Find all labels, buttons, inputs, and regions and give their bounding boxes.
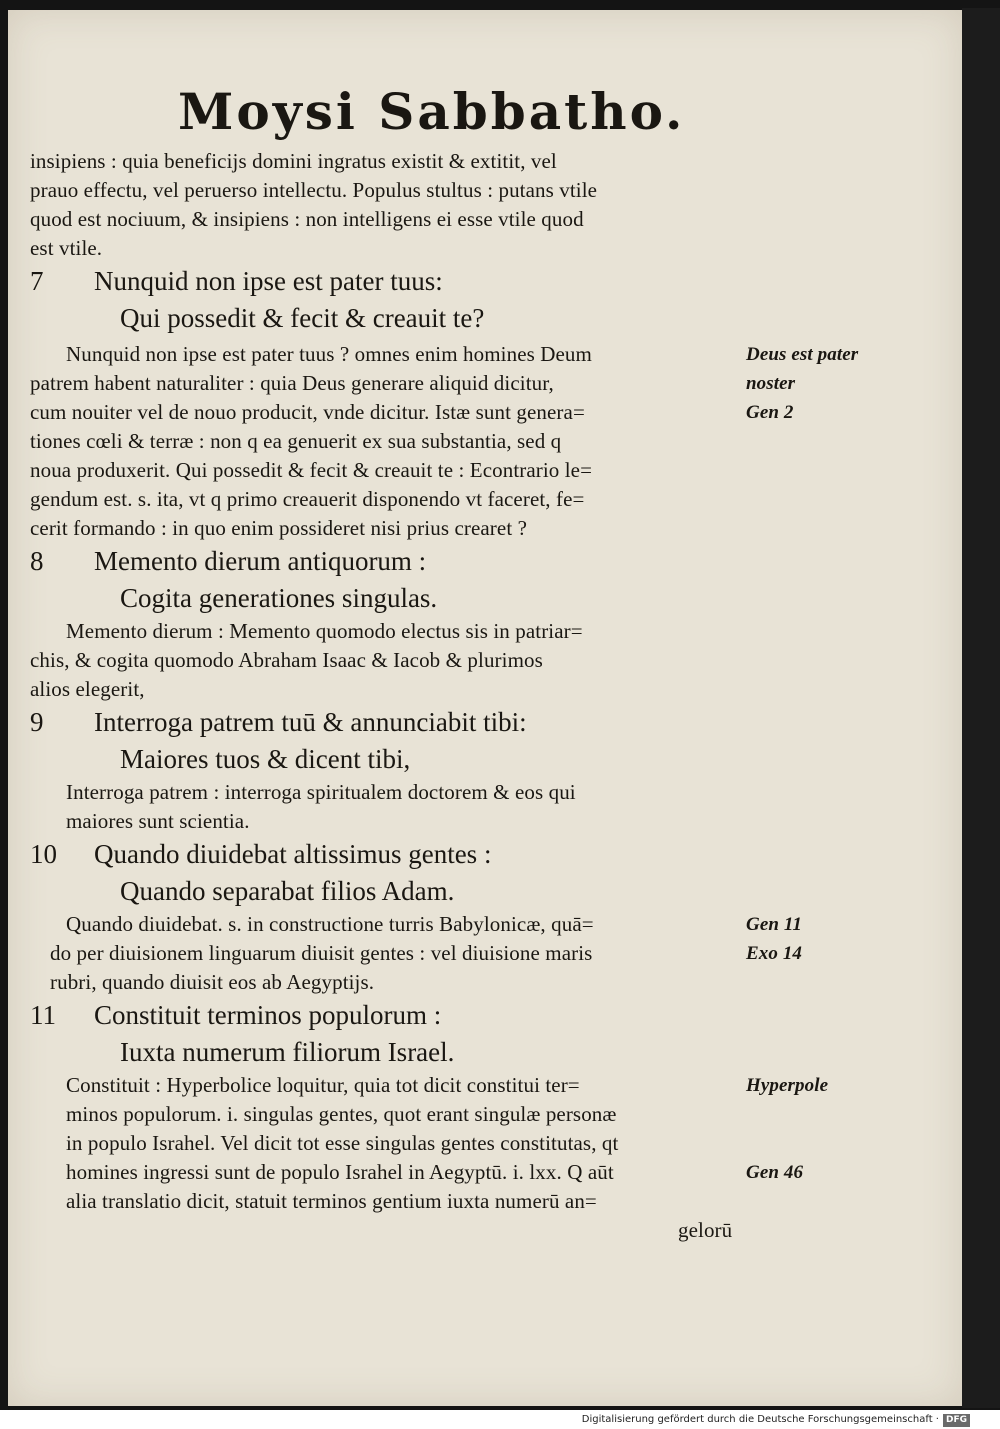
verse-number: 11 (30, 1000, 56, 1030)
commentary-line: quod est nociuum, & insipiens : non intelligens ei esse vtile quod (30, 207, 584, 231)
verse-line: Maiores tuos & dicent tibi, (120, 744, 411, 774)
verse-number: 9 (30, 707, 44, 737)
verse-text: Quando diuidebat altissimus gentes : (94, 839, 492, 869)
commentary-line: est vtile. (30, 236, 103, 260)
digitization-footer (0, 1410, 970, 1429)
commentary-line (30, 910, 803, 939)
dfg-logo: DFG (943, 1414, 970, 1427)
commentary-line: Memento dierum : Memento quomodo electus sis in patriar= (66, 619, 583, 643)
commentary-line: gelorū (678, 1218, 733, 1242)
verse-number: 7 (30, 266, 44, 296)
commentary-line: alia translatio dicit, statuit terminos gentium iuxta numerū an= (66, 1189, 597, 1213)
margin-note: Hyperpole (746, 1075, 829, 1096)
commentary-line: noua produxerit. Qui possedit & fecit & creauit te : Econtrario le= (30, 458, 593, 482)
commentary-line: insipiens : quia beneficijs domini ingratus existit & extitit, vel (30, 149, 557, 173)
margin-note: Exo 14 (746, 943, 803, 964)
margin-note: Gen 46 (746, 1162, 804, 1183)
verse-text: Interroga patrem tuū & annunciabit tibi: (94, 707, 527, 737)
commentary-text: homines ingressi sunt de populo Israhel in Aegyptū. i. lxx. Q aūt (66, 1160, 614, 1184)
commentary-text: Quando diuidebat. s. in constructione turris Babylonicæ, quā= (66, 912, 594, 936)
commentary-text: cum nouiter vel de nouo producit, vnde dicitur. Istæ sunt genera= (30, 400, 585, 424)
commentary-line (30, 939, 803, 968)
commentary-line: chis, & cogita quomodo Abraham Isaac & Iacob & plurimos (30, 648, 543, 672)
verse-number: 8 (30, 546, 44, 576)
commentary-line: rubri, quando diuisit eos ab Aegyptijs. (50, 970, 375, 994)
page-edge (962, 8, 1000, 1408)
verse-text: Nunquid non ipse est pater tuus: (94, 266, 443, 296)
margin-note: Gen 2 (746, 402, 794, 423)
commentary-text: patrem habent naturaliter : quia Deus generare aliquid dicitur, (30, 371, 554, 395)
commentary-line (30, 1158, 804, 1187)
verse-line: Qui possedit & fecit & creauit te? (120, 303, 485, 333)
commentary-line: Interroga patrem : interroga spiritualem doctorem & eos qui (66, 780, 576, 804)
page-text (30, 82, 960, 1245)
verse-number: 10 (30, 839, 57, 869)
verse-line: Cogita generationes singulas. (120, 583, 438, 613)
margin-note: noster (746, 373, 796, 394)
commentary-line (30, 398, 794, 427)
commentary-line: tiones cœli & terræ : non q ea genuerit ex sua substantia, sed q (30, 429, 562, 453)
commentary-line: gendum est. s. ita, vt q primo creauerit disponendo vt faceret, fe= (30, 487, 585, 511)
verse-line (30, 997, 960, 1034)
verse-line (30, 704, 960, 741)
verse-line (30, 836, 960, 873)
commentary-line: maiores sunt scientia. (66, 809, 250, 833)
commentary-line: cerit formando : in quo enim possideret nisi prius crearet ? (30, 516, 528, 540)
commentary-line (30, 369, 796, 398)
page-header: Moysi Sabbatho. (178, 82, 686, 141)
verse-line: Iuxta numerum filiorum Israel. (120, 1037, 455, 1067)
commentary-line (30, 1071, 829, 1100)
commentary-text: do per diuisionem linguarum diuisit gentes : vel diuisione maris (50, 941, 593, 965)
commentary-line: alios elegerit, (30, 677, 145, 701)
margin-note: Deus est pater (746, 344, 859, 365)
verse-text: Memento dierum antiquorum : (94, 546, 427, 576)
verse-text: Constituit terminos populorum : (94, 1000, 442, 1030)
commentary-line: in populo Israhel. Vel dicit tot esse singulas gentes constitutas, qt (66, 1131, 619, 1155)
verse-line: Quando separabat filios Adam. (120, 876, 455, 906)
commentary-line: minos populorum. i. singulas gentes, quot erant singulæ personæ (66, 1102, 617, 1126)
commentary-line: prauo effectu, vel peruerso intellectu. Populus stultus : putans vtile (30, 178, 598, 202)
commentary-line (30, 340, 859, 369)
commentary-text: Nunquid non ipse est pater tuus ? omnes enim homines Deum (66, 342, 592, 366)
margin-note: Gen 11 (746, 914, 803, 935)
verse-line (30, 543, 960, 580)
commentary-text: Constituit : Hyperbolice loquitur, quia tot dicit constitui ter= (66, 1073, 580, 1097)
footer-text: Digitalisierung gefördert durch die Deutsche Forschungsgemeinschaft · (581, 1414, 939, 1425)
verse-line (30, 263, 960, 300)
